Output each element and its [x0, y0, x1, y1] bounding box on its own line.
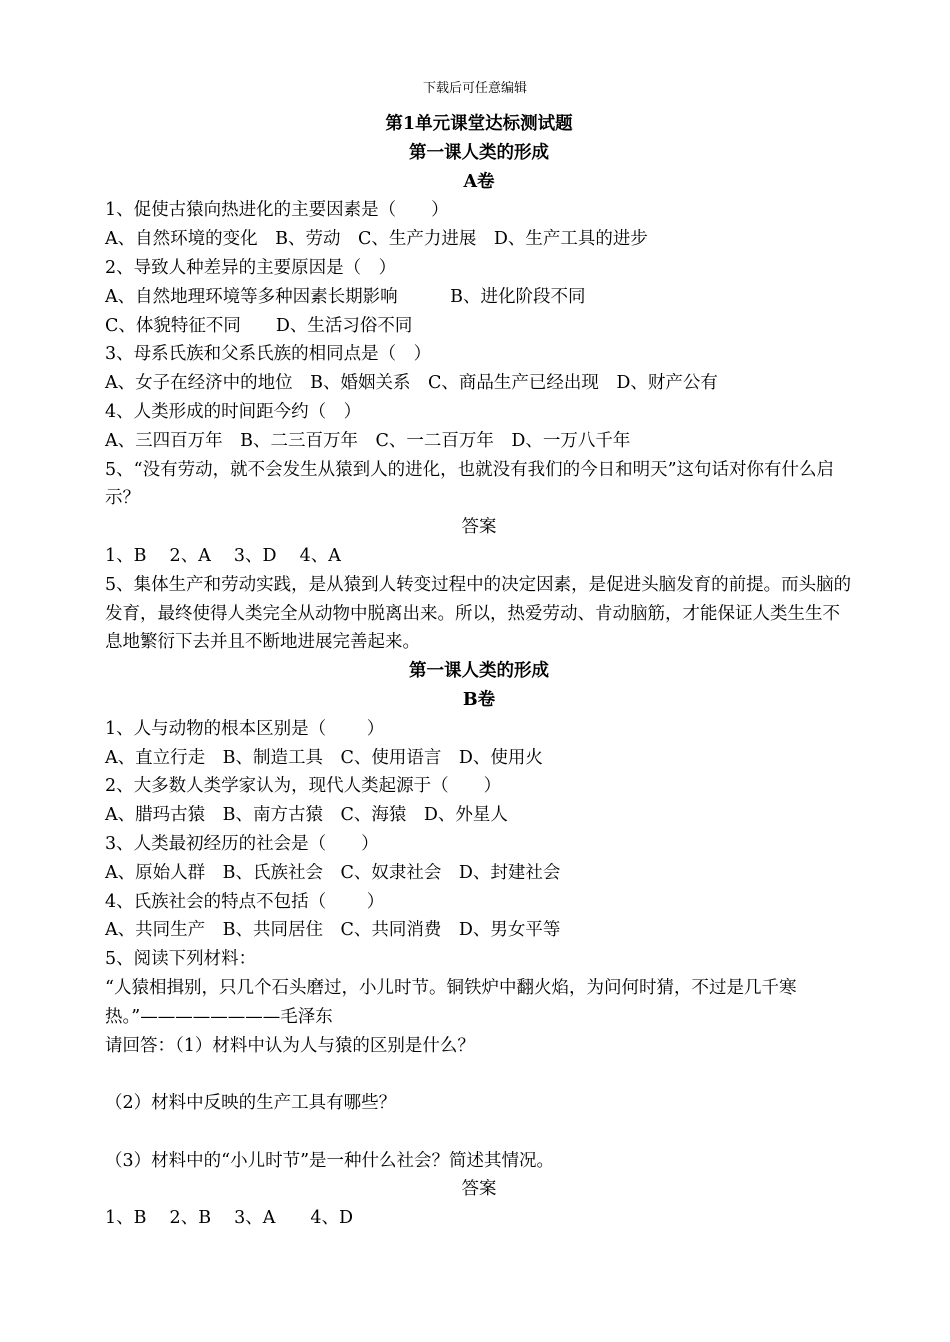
sub-question-3: （3）材料中的“小儿时节”是一种什么社会？简述其情况。: [105, 1150, 555, 1171]
question-b4: 4、氏族社会的特点不包括（ ）: [105, 891, 385, 912]
paper-a-label: A卷: [463, 171, 495, 192]
options-b1: A、直立行走 B、制造工具 C、使用语言 D、使用火: [105, 747, 543, 768]
question-a3: 3、母系氏族和父系氏族的相同点是（ ）: [105, 344, 432, 365]
answer-space-1: [105, 1060, 853, 1089]
question-b1: 1、人与动物的根本区别是（ ）: [105, 718, 385, 739]
options-a3: A、女子在经济中的地位 B、婚姻关系 C、商品生产已经出现 D、财产公有: [105, 373, 718, 394]
options-b3: A、原始人群 B、氏族社会 C、奴隶社会 D、封建社会: [105, 862, 561, 883]
answer-space-2: [105, 1118, 853, 1147]
question-a2: 2、导致人种差异的主要原因是（ ）: [105, 257, 397, 278]
answer-label-a: 答案: [461, 517, 497, 538]
question-b3: 3、人类最初经历的社会是（ ）: [105, 833, 379, 854]
answer-a5: 5、集体生产和劳动实践，是从猿到人转变过程中的决定因素，是促进头脑发育的前提。而头脑的发育，最终使得人类完全从动物中脱离出来。所以，热爱劳动、肯动脑筋，才能保证人类生生不息地繁衍下去并且不断地进展完善起来。: [105, 574, 852, 653]
options-a2-line2: C、体貌特征不同 D、生活习俗不同: [105, 315, 413, 336]
page-header: 下载后可任意编辑: [422, 81, 527, 96]
answers-a: 1、B 2、A 3、D 4、A: [105, 545, 341, 566]
unit-title: 第1单元课堂达标测试题: [385, 114, 573, 134]
question-a1: 1、促使古猿向热进化的主要因素是（ ）: [105, 200, 449, 221]
paper-b-label: B卷: [462, 689, 496, 710]
document-body: [105, 110, 853, 1233]
lesson-title-b: 第一课人类的形成: [409, 661, 549, 682]
sub-question-1: 请回答：（1）材料中认为人与猿的区别是什么？: [105, 1035, 475, 1056]
question-a5: 5、“没有劳动，就不会发生从猿到人的进化，也就没有我们的今日和明天”这句话对你有什么启示？: [105, 459, 835, 509]
answer-label-b: 答案: [461, 1179, 497, 1200]
question-a4: 4、人类形成的时间距今约（ ）: [105, 401, 362, 422]
quote-b5: “人猿相揖别，只几个石头磨过，小儿时节。铜铁炉中翻火焰，为问何时猜，不过是几千寒热。”————————毛泽东: [105, 977, 797, 1027]
answers-b: 1、B 2、B 3、A 4、D: [105, 1208, 354, 1229]
question-b5: 5、阅读下列材料：: [105, 949, 257, 970]
options-a2-line1: A、自然地理环境等多种因素长期影响 B、进化阶段不同: [105, 286, 586, 307]
options-a1: A、自然环境的变化 B、劳动 C、生产力进展 D、生产工具的进步: [105, 229, 648, 250]
options-b4: A、共同生产 B、共同居住 C、共同消费 D、男女平等: [105, 920, 561, 941]
question-b2: 2、大多数人类学家认为，现代人类起源于（ ）: [105, 776, 502, 797]
options-a4: A、三四百万年 B、二三百万年 C、一二百万年 D、一万八千年: [105, 430, 631, 451]
lesson-title-a: 第一课人类的形成: [409, 142, 549, 163]
sub-question-2: （2）材料中反映的生产工具有哪些？: [105, 1093, 397, 1114]
options-b2: A、腊玛古猿 B、南方古猿 C、海猿 D、外星人: [105, 805, 508, 826]
